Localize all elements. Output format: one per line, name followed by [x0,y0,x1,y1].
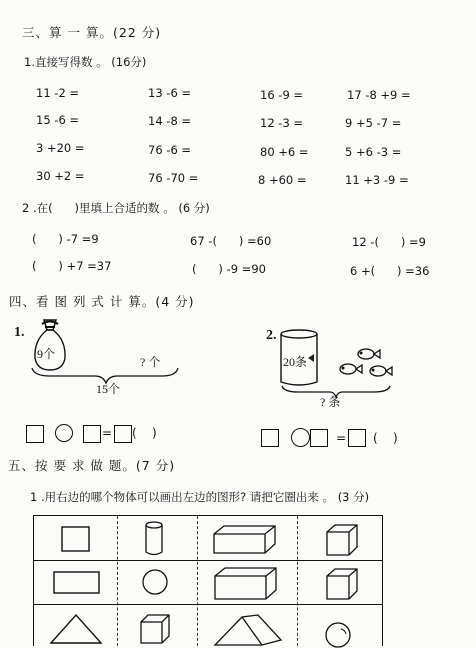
problem: 8 +60 = [258,173,307,187]
answer-box[interactable] [26,425,44,443]
section5-title: 五、按 要 求 做 题。(7 分) [8,458,176,473]
problem: 5 +6 -3 = [345,145,402,159]
cylinder-object[interactable] [142,520,166,558]
problem: 15 -6 = [36,113,80,127]
fill-problem: ( ) -7 =9 [32,232,99,246]
answer-box[interactable] [83,425,101,443]
problem: 9 +5 -7 = [345,116,402,130]
question-label: ? 条 [320,395,341,409]
problem: 11 -2 = [36,86,80,100]
problem2-number: 2. [266,328,277,343]
problem: 14 -8 = [148,114,192,128]
operator-circle[interactable] [291,428,310,447]
problem: 13 -6 = [148,86,192,100]
unit-paren[interactable]: ( ) [373,431,398,445]
triangle-shape [48,612,104,646]
operator-circle[interactable] [55,424,73,442]
section4-title: 四、看 图 列 式 计 算。(4 分) [9,294,195,309]
answer-box[interactable] [348,429,366,447]
answer-box[interactable] [114,425,132,443]
cuboid-object[interactable] [211,524,279,556]
answer-box[interactable] [310,429,328,447]
cuboid-object[interactable] [212,566,280,602]
fill-problem: ( ) -9 =90 [192,262,266,276]
q2-title: 2 .在( )里填上合适的数 。 (6 分) [22,201,210,215]
section3-title: 三、算 一 算。(22 分) [22,25,162,40]
problem: 12 -3 = [260,116,304,130]
problem: 76 -70 = [148,171,199,185]
answer-box[interactable] [261,429,279,447]
jar-label: 20条 [283,355,308,369]
problem: 17 -8 +9 = [347,88,411,102]
question-label: ? 个 [140,355,161,369]
q1-title: 1 .用右边的哪个物体可以画出左边的图形? 请把它圈出来 。 (3 分) [30,490,370,504]
q1-title: 1.直接写得数 。 (16分) [24,55,147,69]
problem1-number: 1. [14,325,25,340]
cube-object[interactable] [138,612,172,646]
sphere-object[interactable] [322,618,354,648]
problem: 11 +3 -9 = [345,173,409,187]
unit-paren[interactable]: ( ) [132,426,157,440]
problem: 3 +20 = [36,141,85,155]
problem: 30 +2 = [36,169,85,183]
fill-problem: 67 -( ) =60 [190,234,272,248]
problem: 76 -6 = [148,143,192,157]
fill-problem: ( ) +7 =37 [32,259,112,273]
bag-label: 9个 [37,347,56,361]
square-shape [60,525,92,553]
rectangle-shape [52,570,102,596]
problem: 16 -9 = [260,88,304,102]
equals-sign: = [102,426,113,440]
shape-matching-table [33,515,383,646]
total-label: 15个 [96,382,121,396]
fill-problem: 12 -( ) =9 [352,235,426,249]
triangular-prism-object[interactable] [212,612,284,648]
fish-group-icon [336,345,396,381]
fill-problem: 6 +( ) =36 [350,264,430,278]
cube-object[interactable] [324,522,360,558]
equals-sign: = [336,431,347,445]
cube-object[interactable] [324,566,360,602]
problem: 80 +6 = [260,145,309,159]
sphere-object[interactable] [140,567,170,597]
